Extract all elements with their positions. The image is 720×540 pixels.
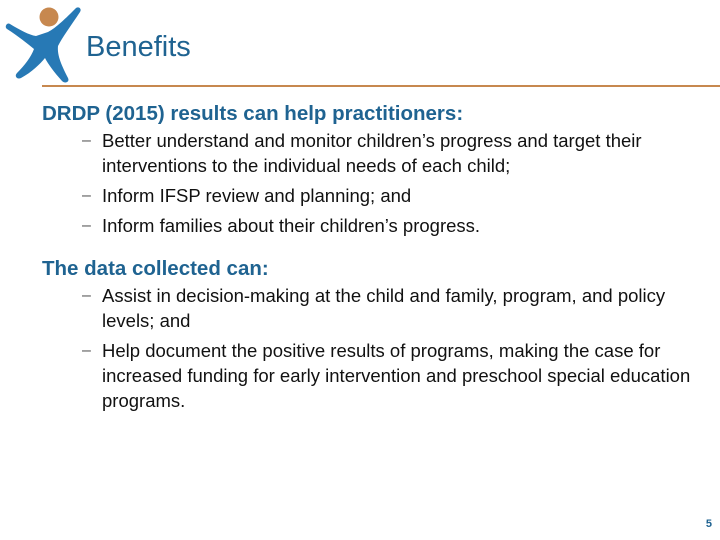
bullet-dash-icon: – bbox=[82, 342, 91, 359]
slide-content bbox=[42, 100, 692, 418]
bullet-list-data bbox=[42, 283, 692, 413]
bullet-text: Assist in decision-making at the child and family, program, and policy levels; and bbox=[102, 285, 666, 331]
logo-head bbox=[40, 8, 59, 27]
bullet-item bbox=[42, 183, 702, 208]
bullet-dash-icon: – bbox=[82, 132, 91, 149]
bullet-item bbox=[42, 338, 702, 413]
bullet-text: Inform families about their children’s progress. bbox=[102, 215, 481, 236]
bullet-dash-icon: – bbox=[82, 187, 91, 204]
bullet-dash-icon: – bbox=[82, 217, 91, 234]
bullet-dash-icon: – bbox=[82, 287, 91, 304]
bullet-text: Inform IFSP review and planning; and bbox=[102, 185, 412, 206]
person-figure-icon bbox=[4, 2, 84, 86]
logo bbox=[4, 2, 84, 86]
bullet-item bbox=[42, 213, 702, 238]
bullet-text: Better understand and monitor children’s progress and target their interventions to the individual needs of each child; bbox=[102, 130, 642, 176]
bullet-list-practitioners bbox=[42, 128, 692, 238]
section-heading-data: The data collected can: bbox=[42, 257, 269, 280]
section-heading-practitioners: DRDP (2015) results can help practitioners: bbox=[42, 102, 464, 125]
bullet-item bbox=[42, 283, 702, 333]
slide-title: Benefits bbox=[86, 31, 191, 63]
bullet-item bbox=[42, 128, 702, 178]
page-number: 5 bbox=[705, 518, 712, 530]
bullet-text: Help document the positive results of programs, making the case for increased funding for early intervention and preschool special education programs. bbox=[102, 340, 691, 411]
title-divider bbox=[42, 85, 720, 87]
